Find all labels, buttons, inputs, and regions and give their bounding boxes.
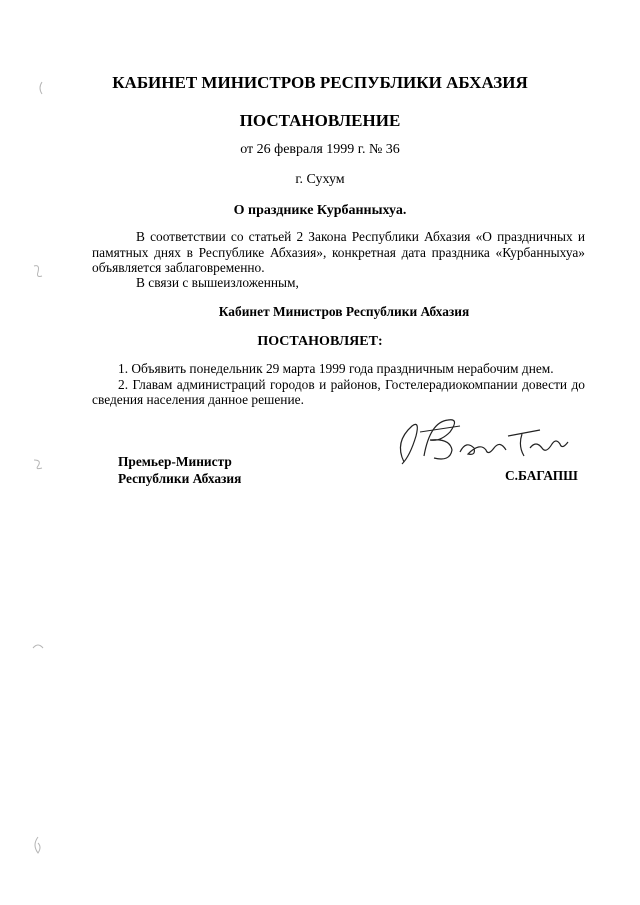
body-paragraph: В соответствии со статьей 2 Закона Республики Абхазия «О праздничных и памятных днях в Республике Абхазия», конкретная дата праздника «Курбанныхуа» объявляется заблаговременно. [92,229,585,275]
organization-title: КАБИНЕТ МИНИСТРОВ РЕСПУБЛИКИ АБХАЗИЯ [112,73,528,92]
resolution-items [92,361,585,408]
document-type: ПОСТАНОВЛЕНИЕ [239,111,401,130]
signatory-position [118,453,241,487]
issuer: Кабинет Министров Республики Абхазия [218,304,470,319]
scan-mark [30,640,46,656]
position-line: Республики Абхазия [118,471,242,486]
city: г. Сухум [295,172,345,187]
resolution-item: 1. Объявить понедельник 29 марта 1999 года праздничным нерабочим днем. [118,361,554,376]
scan-mark [30,835,44,855]
resolution-item: 2. Главам администраций городов и районов, Гостелерадиокомпании довести до сведения населения данное решение. [92,376,585,407]
handwritten-signature [390,412,585,472]
scan-mark [30,456,46,472]
body-paragraph: В связи с вышеизложенным, [136,275,299,290]
signatory-name: С.БАГАПШ [505,468,578,483]
resolution-verb: ПОСТАНОВЛЯЕТ: [257,334,383,349]
scan-mark [30,262,46,280]
position-line: Премьер-Министр [118,454,232,469]
date-number: от 26 февраля 1999 г. № 36 [240,142,400,157]
subject-title: О празднике Курбанныхуа. [233,203,407,218]
